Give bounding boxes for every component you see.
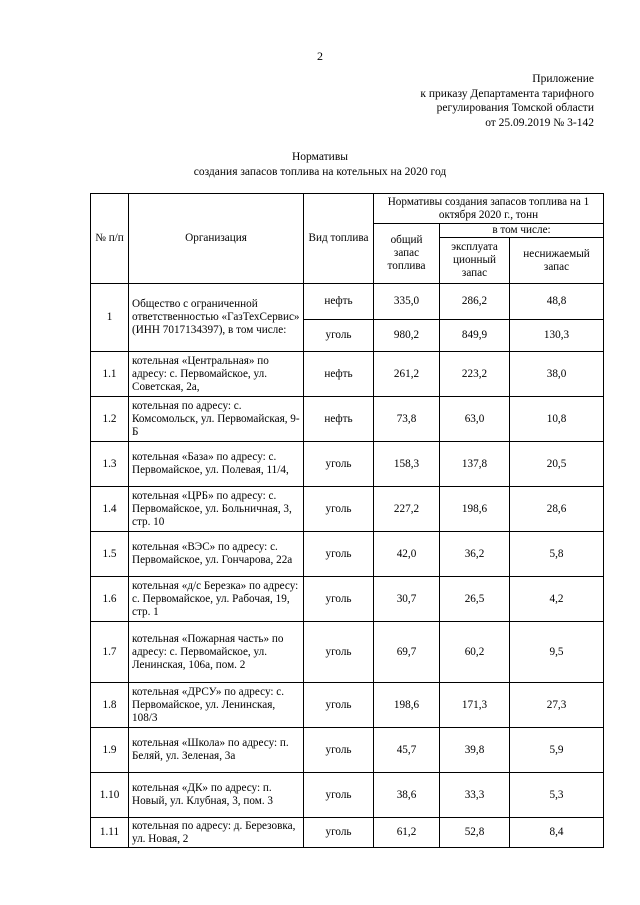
row-fuel: уголь — [304, 532, 374, 577]
row-num: 1.5 — [91, 532, 129, 577]
row-total: 69,7 — [374, 622, 440, 683]
row-irreducible: 27,3 — [510, 683, 604, 728]
table-row — [91, 622, 604, 683]
norms-table — [90, 193, 604, 848]
row-num: 1.6 — [91, 577, 129, 622]
table-row — [91, 728, 604, 773]
row-fuel: уголь — [304, 487, 374, 532]
row-operational: 60,2 — [440, 622, 510, 683]
table-row — [91, 577, 604, 622]
header-irreducible: неснижаемый запас — [510, 238, 604, 284]
row-org: котельная «ДРСУ» по адресу: с. Первомайское, ул. Ленинская, 108/3 — [129, 683, 304, 728]
row-num: 1.3 — [91, 442, 129, 487]
row-fuel: уголь — [304, 728, 374, 773]
title-line: Нормативы — [292, 151, 348, 163]
header-total: общий запас топлива — [374, 224, 440, 284]
row-operational: 39,8 — [440, 728, 510, 773]
row-total: 42,0 — [374, 532, 440, 577]
page-number: 2 — [317, 49, 323, 63]
row-irreducible: 5,9 — [510, 728, 604, 773]
row-total: 45,7 — [374, 728, 440, 773]
row-total: 38,6 — [374, 773, 440, 818]
row-irreducible: 20,5 — [510, 442, 604, 487]
table-row — [91, 487, 604, 532]
row-irreducible: 9,5 — [510, 622, 604, 683]
header-norms: Нормативы создания запасов топлива на 1 октября 2020 г., тонн — [374, 194, 604, 224]
row-operational: 223,2 — [440, 352, 510, 397]
row-operational: 33,3 — [440, 773, 510, 818]
row-fuel: уголь — [304, 683, 374, 728]
header-operational: эксплуата ционный запас — [440, 238, 510, 284]
row-operational: 52,8 — [440, 818, 510, 848]
row-fuel: нефть — [304, 397, 374, 442]
row-irreducible: 48,8 — [510, 284, 604, 320]
document-title — [0, 150, 640, 179]
row-org: котельная «База» по адресу: с. Первомайское, ул. Полевая, 11/4, — [129, 442, 304, 487]
table-row — [91, 397, 604, 442]
row-irreducible: 28,6 — [510, 487, 604, 532]
row-irreducible: 4,2 — [510, 577, 604, 622]
row-fuel: уголь — [304, 773, 374, 818]
row-fuel: уголь — [304, 622, 374, 683]
row-irreducible: 38,0 — [510, 352, 604, 397]
table-row — [91, 773, 604, 818]
approval-line: к приказу Департамента тарифного — [420, 87, 594, 100]
row-org: котельная «Школа» по адресу: п. Беляй, ул. Зеленая, 3а — [129, 728, 304, 773]
table-body — [91, 284, 604, 352]
approval-line: от 25.09.2019 № 3-142 — [485, 116, 594, 129]
row-fuel: уголь — [304, 577, 374, 622]
row-fuel: нефть — [304, 352, 374, 397]
row-org: котельная «д/с Березка» по адресу: с. Первомайское, ул. Рабочая, 19, стр. 1 — [129, 577, 304, 622]
header-num: № п/п — [91, 194, 129, 284]
table-row — [91, 532, 604, 577]
row-num: 1.9 — [91, 728, 129, 773]
row-fuel: нефть — [304, 284, 374, 320]
table-row — [91, 442, 604, 487]
row-operational: 171,3 — [440, 683, 510, 728]
row-total: 980,2 — [374, 320, 440, 352]
row-operational: 849,9 — [440, 320, 510, 352]
row-fuel: уголь — [304, 818, 374, 848]
row-fuel: уголь — [304, 320, 374, 352]
row-total: 158,3 — [374, 442, 440, 487]
row-org: котельная «ДК» по адресу: п. Новый, ул. Клубная, 3, пом. 3 — [129, 773, 304, 818]
approval-line: Приложение — [532, 73, 594, 85]
row-total: 73,8 — [374, 397, 440, 442]
row-num: 1.8 — [91, 683, 129, 728]
header-including: в том числе: — [440, 224, 604, 238]
row-total: 335,0 — [374, 284, 440, 320]
table-row — [91, 352, 604, 397]
row-irreducible: 5,3 — [510, 773, 604, 818]
row-org: котельная «Пожарная часть» по адресу: с. Первомайское, ул. Ленинская, 106а, пом. 2 — [129, 622, 304, 683]
row-irreducible: 8,4 — [510, 818, 604, 848]
header-org: Организация — [129, 194, 304, 284]
title-line: создания запасов топлива на котельных на 2020 год — [193, 165, 447, 178]
row-org: котельная «Центральная» по адресу: с. Первомайское, ул. Советская, 2а, — [129, 352, 304, 397]
row-num: 1.7 — [91, 622, 129, 683]
row-num: 1 — [91, 284, 129, 352]
row-operational: 36,2 — [440, 532, 510, 577]
row-org: котельная по адресу: д. Березовка, ул. Новая, 2 — [129, 818, 304, 848]
row-operational: 198,6 — [440, 487, 510, 532]
row-num: 1.1 — [91, 352, 129, 397]
row-operational: 26,5 — [440, 577, 510, 622]
row-num: 1.2 — [91, 397, 129, 442]
row-org: котельная «ЦРБ» по адресу: с. Первомайское, ул. Больничная, 3, стр. 10 — [129, 487, 304, 532]
row-total: 30,7 — [374, 577, 440, 622]
row-total: 227,2 — [374, 487, 440, 532]
row-org: Общество с ограниченной ответственностью «ГазТехСервис» (ИНН 7017134397), в том числе: — [129, 284, 304, 352]
table-row — [91, 683, 604, 728]
row-operational: 63,0 — [440, 397, 510, 442]
table-row — [91, 818, 604, 848]
row-irreducible: 5,8 — [510, 532, 604, 577]
row-total: 198,6 — [374, 683, 440, 728]
table-header — [91, 194, 604, 284]
row-num: 1.11 — [91, 818, 129, 848]
detail-rows — [91, 352, 604, 848]
row-total: 61,2 — [374, 818, 440, 848]
row-num: 1.10 — [91, 773, 129, 818]
approval-block — [420, 72, 594, 130]
row-operational: 137,8 — [440, 442, 510, 487]
row-irreducible: 130,3 — [510, 320, 604, 352]
row-total: 261,2 — [374, 352, 440, 397]
row-org: котельная «ВЭС» по адресу: с. Первомайское, ул. Гончарова, 22а — [129, 532, 304, 577]
row-operational: 286,2 — [440, 284, 510, 320]
row-org: котельная по адресу: с. Комсомольск, ул. Первомайская, 9-Б — [129, 397, 304, 442]
approval-line: регулирования Томской области — [436, 102, 594, 114]
header-fuel: Вид топлива — [304, 194, 374, 284]
row-num: 1.4 — [91, 487, 129, 532]
table-row — [91, 284, 604, 320]
row-irreducible: 10,8 — [510, 397, 604, 442]
row-fuel: уголь — [304, 442, 374, 487]
